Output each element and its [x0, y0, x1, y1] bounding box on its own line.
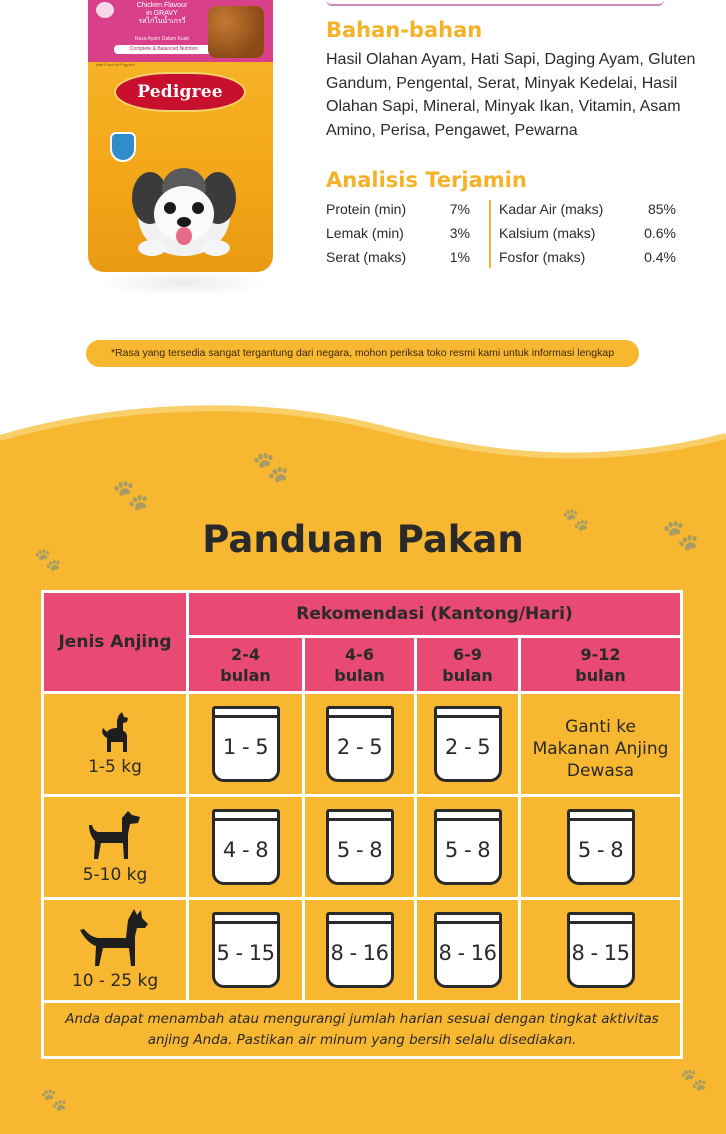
- note-row: [43, 1002, 682, 1058]
- cup-value: 1 - 5: [222, 735, 269, 759]
- paw-icon: 🐾: [40, 1088, 68, 1113]
- analysis-label: Protein (min): [326, 201, 407, 217]
- analysis-label: Fosfor (maks): [499, 249, 586, 265]
- feeding-guide-section: [0, 398, 726, 1134]
- age-range: 6-9: [453, 644, 482, 664]
- cup-value: 8 - 16: [330, 941, 389, 965]
- dog-size-cell: [43, 899, 188, 1002]
- analysis-value: 3%: [449, 225, 470, 241]
- age-unit: bulan: [575, 665, 626, 685]
- feed-cell: [520, 796, 682, 899]
- pouch-sub-label: Rasa Ayam Dalam Kuah: [134, 36, 190, 42]
- cup-icon: [567, 912, 635, 988]
- cup-value: 2 - 5: [444, 735, 491, 759]
- feeding-guide-title: Panduan Pakan: [202, 518, 524, 561]
- age-range: 4-6: [345, 644, 374, 664]
- cup-value: 2 - 5: [336, 735, 383, 759]
- table-row: [43, 899, 682, 1002]
- feed-cell: [416, 899, 520, 1002]
- paw-icon: 🐾: [252, 450, 290, 485]
- cup-value: 8 - 15: [571, 941, 630, 965]
- cup-icon: [212, 809, 280, 885]
- feed-cell: [304, 899, 416, 1002]
- analysis-value: 0.6%: [644, 225, 676, 241]
- analysis-value: 1%: [449, 249, 470, 265]
- analysis-label: Lemak (min): [326, 225, 404, 241]
- paw-icon: 🐾: [112, 478, 150, 513]
- ingredients-text: Hasil Olahan Ayam, Hati Sapi, Daging Ayam, Gluten Gandum, Pengental, Serat, Minyak Kedelai, Hasil Olahan Sapi, Mineral, Minyak Ikan, Vitamin, Asam Amino, Perisa, Pengawet, Pewarna: [326, 51, 696, 139]
- feed-cell: [416, 693, 520, 796]
- age-header-9-12: [520, 637, 682, 693]
- age-unit: bulan: [334, 665, 385, 685]
- feed-cell: [188, 796, 304, 899]
- analysis-title: Analisis Terjamin: [326, 168, 527, 192]
- analysis-value: 85%: [647, 201, 676, 217]
- flavour-disclaimer: *Rasa yang tersedia sangat tergantung dari negara, mohon periksa toko resmi kami untuk informasi lengkap: [86, 340, 639, 367]
- large-dog-icon: [78, 909, 152, 967]
- medium-dog-icon: [84, 809, 146, 861]
- recommendation-header: Rekomendasi (Kantong/Hari): [188, 592, 682, 637]
- analysis-label: Kalsium (maks): [499, 225, 596, 241]
- brand-name: Pedigree: [137, 82, 223, 102]
- feed-cell: [304, 796, 416, 899]
- cup-value: 5 - 8: [336, 838, 383, 862]
- paw-icon: 🐾: [562, 508, 590, 533]
- cup-icon: [434, 809, 502, 885]
- age-range: 9-12: [580, 644, 621, 664]
- paw-icon: 🐾: [662, 518, 700, 553]
- dog-size-cell: [43, 796, 188, 899]
- age-unit: bulan: [442, 665, 493, 685]
- switch-to-adult-food-cell: Ganti ke Makanan Anjing Dewasa: [520, 693, 682, 796]
- small-dog-icon: [95, 711, 135, 753]
- age-header-4-6: [304, 637, 416, 693]
- pouch-flavour-text: [112, 2, 212, 26]
- pouch-flavour-line: รสไก่ในน้ำเกรวี่: [138, 18, 186, 25]
- puppy-image: [122, 158, 246, 256]
- pouch-flavour-line: in GRAVY: [146, 10, 178, 17]
- dog-weight: 5-10 kg: [82, 865, 148, 885]
- dog-weight: 10 - 25 kg: [71, 971, 159, 991]
- pouch-nutrition-badge: Complete & Balanced Nutrition: [114, 45, 214, 54]
- analysis-divider: [489, 200, 491, 268]
- age-header-2-4: [188, 637, 304, 693]
- analysis-value: 0.4%: [644, 249, 676, 265]
- dog-size-cell: [43, 693, 188, 796]
- cup-value: 5 - 15: [216, 941, 275, 965]
- age-range: 2-4: [231, 644, 260, 664]
- table-row: [43, 796, 682, 899]
- table-header-row: [43, 592, 682, 637]
- cup-value: 8 - 16: [438, 941, 497, 965]
- gravy-chunks-image: [208, 6, 264, 58]
- cup-value: 4 - 8: [222, 838, 269, 862]
- cup-icon: [326, 912, 394, 988]
- analysis-value: 7%: [449, 201, 470, 217]
- pedigree-logo: [114, 72, 246, 112]
- cup-icon: [434, 912, 502, 988]
- top-divider: [326, 0, 664, 6]
- feed-cell: [520, 899, 682, 1002]
- cup-icon: [212, 706, 280, 782]
- product-info-section: [0, 0, 726, 410]
- feed-cell: [416, 796, 520, 899]
- cup-icon: [434, 706, 502, 782]
- paw-icon: 🐾: [680, 1068, 708, 1093]
- pouch-flavour-line: Chicken Flavour: [136, 2, 188, 9]
- paw-icon: 🐾: [34, 548, 62, 573]
- age-unit: bulan: [220, 665, 271, 685]
- pouch-shadow: [98, 270, 268, 296]
- analysis-label: Serat (maks): [326, 249, 407, 265]
- feed-cell: [304, 693, 416, 796]
- table-row: [43, 693, 682, 796]
- feeding-note: Anda dapat menambah atau mengurangi jumlah harian sesuai dengan tingkat aktivitas anjing Anda. Pastikan air minum yang bersih selalu disediakan.: [43, 1002, 682, 1058]
- analysis-label: Kadar Air (maks): [499, 201, 604, 217]
- age-header-6-9: [416, 637, 520, 693]
- pouch-tiny-text: Wet Food for Puppies: [96, 62, 135, 67]
- feed-cell: [188, 899, 304, 1002]
- cup-icon: [326, 706, 394, 782]
- cup-value: 5 - 8: [577, 838, 624, 862]
- cup-value: 5 - 8: [444, 838, 491, 862]
- feed-cell: [188, 693, 304, 796]
- dog-weight: 1-5 kg: [88, 757, 142, 777]
- feeding-guide-table: [41, 590, 683, 1059]
- cup-icon: [567, 809, 635, 885]
- ingredients-title: Bahan-bahan: [326, 18, 483, 42]
- cup-icon: [326, 809, 394, 885]
- dog-type-header: Jenis Anjing: [43, 592, 188, 693]
- cup-icon: [212, 912, 280, 988]
- product-pouch-image: [88, 0, 273, 272]
